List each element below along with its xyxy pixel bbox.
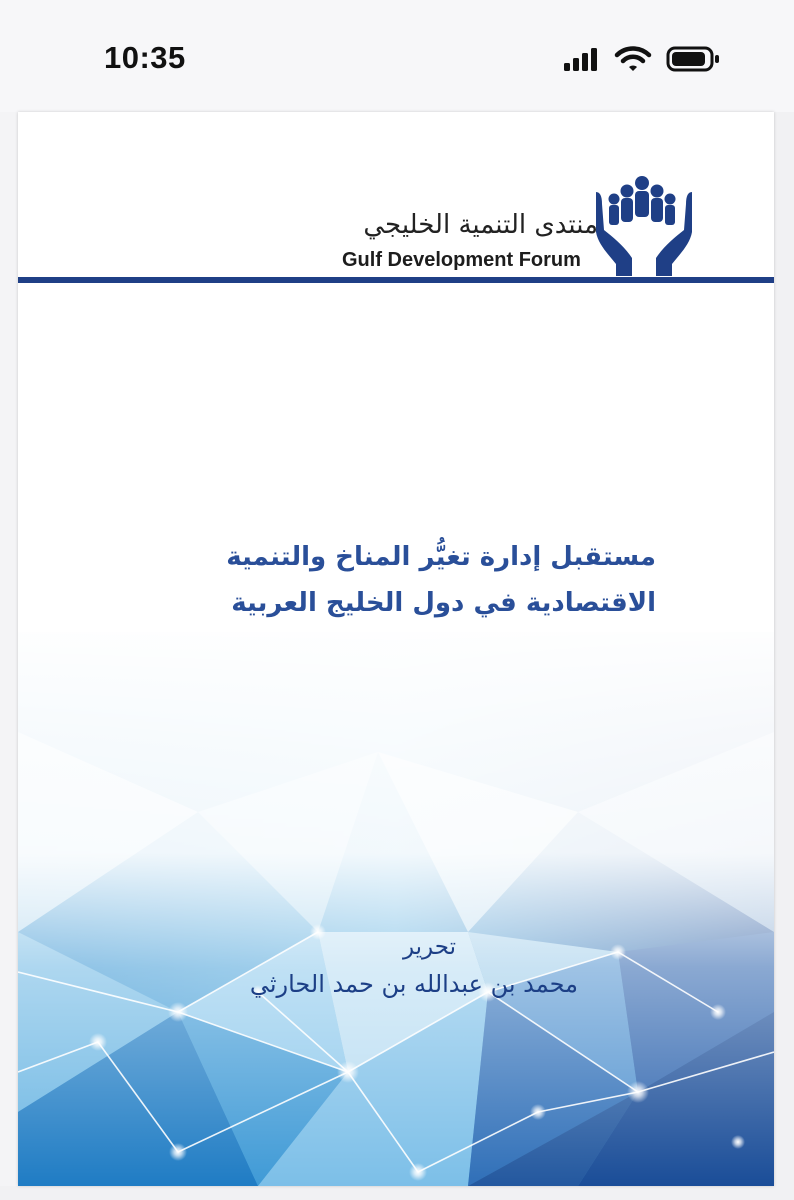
logo-english-name: Gulf Development Forum — [342, 249, 581, 271]
editor-name: محمد بن عبدالله بن حمد الحارثي — [249, 970, 578, 998]
battery-icon — [666, 44, 722, 74]
status-bar — [0, 0, 794, 112]
header-rule — [18, 277, 774, 283]
people-in-hands-icon — [594, 174, 694, 276]
cellular-signal-icon — [562, 44, 602, 74]
page-bottom-edge — [0, 1186, 794, 1200]
document-title — [96, 534, 656, 626]
document-cover-page[interactable] — [18, 112, 774, 1186]
title-line-1: مستقبل إدارة تغيُّر المناخ والتنمية — [226, 542, 656, 572]
editor-label: تحرير — [402, 934, 456, 960]
page-edge — [774, 112, 794, 1200]
wifi-icon — [614, 44, 652, 74]
logo-arabic-name: منتدى التنمية الخليجي — [363, 210, 598, 240]
status-time: 10:35 — [104, 40, 186, 75]
title-line-2: الاقتصادية في دول الخليج العربية — [231, 588, 656, 618]
